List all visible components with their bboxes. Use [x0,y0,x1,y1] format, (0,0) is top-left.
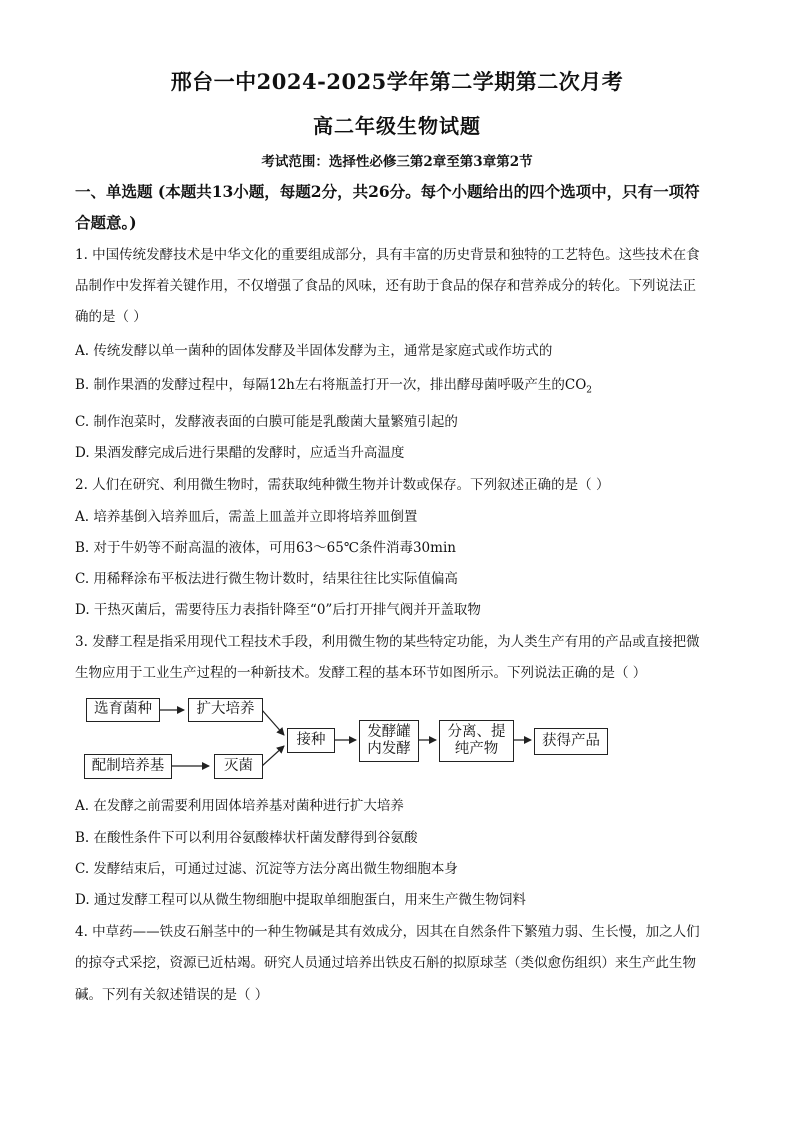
node-separate-label-2: 纯产物 [454,741,499,757]
co2-subscript: 2 [586,385,593,396]
section-heading-line2: 合题意。) [75,213,137,232]
question-4-line-1: 4. 中草药——铁皮石斛茎中的一种生物碱是其有效成分，因其在自然条件下繁殖力弱、生长慢，加之人们 [75,924,700,940]
question-2-option-a: A. 培养基倒入培养皿后，需盖上皿盖并立即将培养皿倒置 [75,509,418,525]
question-4-line-2: 的掠夺式采挖，资源已近枯竭。研究人员通过培养出铁皮石斛的拟原球茎（类似愈伤组织）来生产此生物 [75,955,696,971]
question-3-option-c: C. 发酵结束后，可通过过滤、沉淀等方法分离出微生物细胞本身 [75,861,458,877]
node-inoculate [287,728,335,753]
node-sterilize [214,754,263,779]
option-b-text: B. 制作果酒的发酵过程中，每隔12h左右将瓶盖打开一次，排出酵母菌呼吸产生的CO [75,377,587,393]
section-heading-line1: 一、单选题 (本题共13小题，每题2分，共26分。每个小题给出的四个选项中，只有一项符 [75,182,700,201]
question-2-option-b: B. 对于牛奶等不耐高温的液体，可用63～65℃条件消毒30min [75,540,456,556]
node-separate [439,720,514,762]
node-ferment-label-2: 内发酵 [367,741,411,757]
question-3-option-b: B. 在酸性条件下可以利用谷氨酸棒状杆菌发酵得到谷氨酸 [75,830,418,846]
node-inoculate-label: 接种 [296,731,326,748]
question-1-line-3: 确的是（ ） [75,309,147,325]
exam-subtitle: 高二年级生物试题 [313,114,481,138]
question-1-option-d: D. 果酒发酵完成后进行果醋的发酵时，应适当升高温度 [75,445,405,461]
node-ferment [359,720,419,762]
node-expand-culture-label: 扩大培养 [196,701,255,718]
arrow-sterilize-to-inoculate [262,746,284,766]
question-3-line-1: 3. 发酵工程是指采用现代工程技术手段，利用微生物的某些特定功能，为人类生产有用的产品或直接把微 [75,634,700,650]
exam-scope: 考试范围：选择性必修三第2章至第3章第2节 [261,154,533,170]
question-3-option-a: A. 在发酵之前需要利用固体培养基对菌种进行扩大培养 [75,798,404,814]
question-3-line-2: 生物应用于工业生产过程的一种新技术。发酵工程的基本环节如图所示。下列说法正确的是（ ） [75,665,647,681]
question-1-line-2: 品制作中发挥着关键作用，不仅增强了食品的风味，还有助于食品的保存和营养成分的转化。下列说法正 [75,278,696,294]
question-1-option-c: C. 制作泡菜时，发酵液表面的白膜可能是乳酸菌大量繁殖引起的 [75,414,458,430]
node-prepare-medium [84,754,172,779]
node-product-label: 获得产品 [542,732,600,749]
arrow-expand-to-inoculate [262,710,284,735]
question-2-option-c: C. 用稀释涂布平板法进行微生物计数时，结果往往比实际值偏高 [75,571,458,587]
node-product [534,728,608,755]
question-2-option-d: D. 干热灭菌后，需要待压力表指针降至“0”后打开排气阀并开盖取物 [75,602,481,618]
question-3-option-d: D. 通过发酵工程可以从微生物细胞中提取单细胞蛋白，用来生产微生物饲料 [75,892,526,908]
node-prepare-medium-label: 配制培养基 [91,757,165,774]
node-separate-label-1: 分离、提 [447,723,506,740]
node-select-strain [86,698,160,722]
node-select-strain-label: 选育菌种 [94,701,152,718]
node-sterilize-label: 灭菌 [224,757,253,774]
exam-title: 邢台一中2024-2025学年第二学期第二次月考 [170,69,624,94]
question-1-line-1: 1. 中国传统发酵技术是中华文化的重要组成部分，具有丰富的历史背景和独特的工艺特色。这些技术在食 [75,247,700,263]
node-ferment-label-1: 发酵罐 [367,723,411,740]
node-expand-culture [188,698,263,722]
question-4-line-3: 碱。下列有关叙述错误的是（ ） [75,987,269,1003]
question-1-option-a: A. 传统发酵以单一菌种的固体发酵及半固体发酵为主，通常是家庭式或作坊式的 [75,343,553,359]
question-2-line-1: 2. 人们在研究、利用微生物时，需获取纯种微生物并计数或保存。下列叙述正确的是（ ） [75,477,610,493]
